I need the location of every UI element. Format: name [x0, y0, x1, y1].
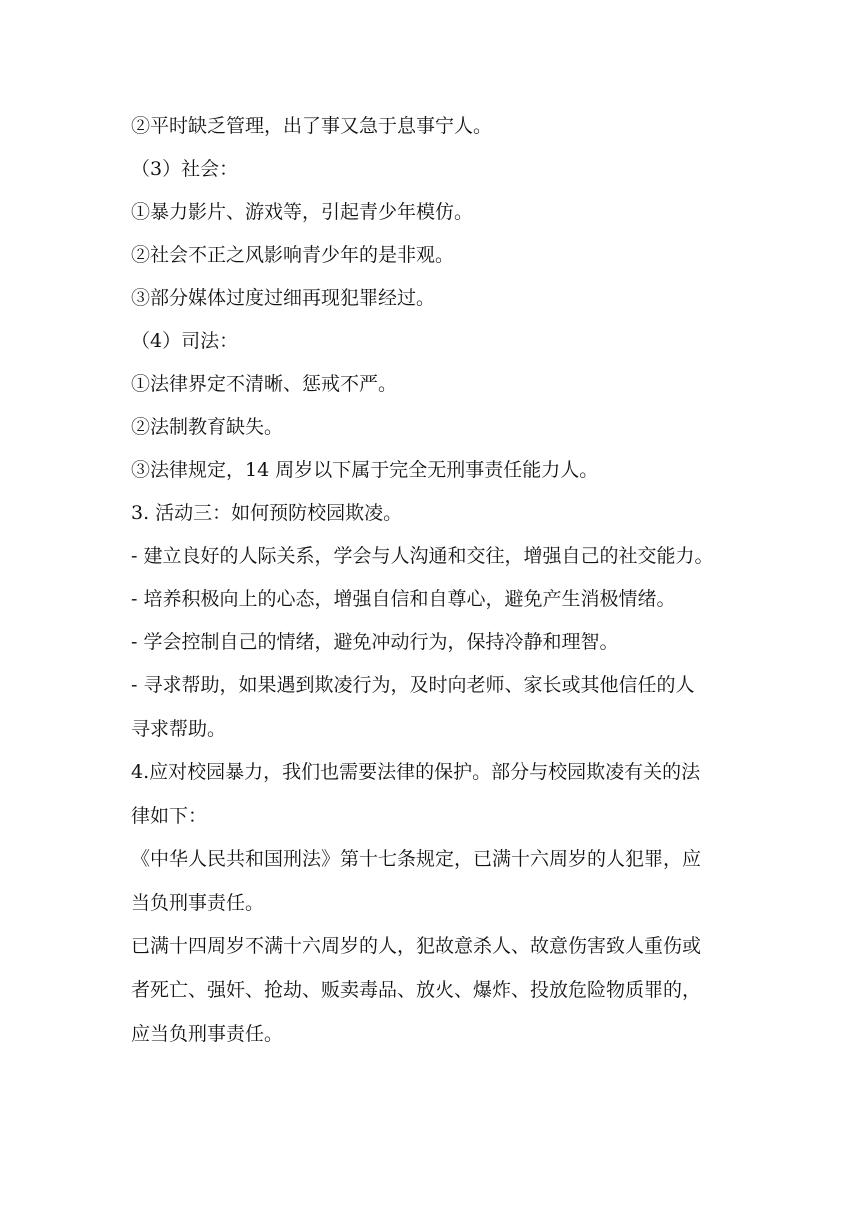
heading-activity-3 — [131, 495, 737, 532]
heading-society — [131, 151, 737, 188]
paragraph-criminal-law-article-17 — [131, 841, 737, 922]
text-line: ③部分媒体过度过细再现犯罪经过。 — [131, 287, 436, 309]
list-item-emotions — [131, 624, 737, 661]
text-line: ①法律界定不清晰、惩戒不严。 — [131, 373, 398, 395]
text-line: 《中华人民共和国刑法》第十七条规定，已满十六周岁的人犯罪，应 — [131, 848, 702, 870]
text-line: ②法制教育缺失。 — [131, 416, 284, 438]
text-line: - 建立良好的人际关系，学会与人沟通和交往，增强自己的社交能力。 — [131, 545, 714, 567]
list-item-attitude — [131, 581, 737, 618]
paragraph-judiciary-item-2 — [131, 409, 737, 446]
text-line: - 学会控制自己的情绪，避免冲动行为，保持冷静和理智。 — [131, 631, 619, 653]
list-item-seek-help — [131, 667, 737, 748]
heading-judiciary — [131, 323, 737, 360]
text-line: 寻求帮助。 — [131, 718, 227, 740]
text-line: （4）司法： — [131, 330, 239, 352]
text-line: ②平时缺乏管理，出了事又急于息事宁人。 — [131, 115, 493, 137]
text-line: ③法律规定，14 周岁以下属于完全无刑事责任能力人。 — [131, 459, 599, 481]
text-line: - 培养积极向上的心态，增强自信和自尊心，避免产生消极情绪。 — [131, 588, 676, 610]
text-line: 应当负刑事责任。 — [131, 1023, 284, 1045]
paragraph-judiciary-item-3 — [131, 452, 737, 489]
paragraph-school-item-2 — [131, 108, 737, 145]
list-item-relationships — [131, 538, 737, 575]
paragraph-law-intro — [131, 754, 737, 835]
paragraph-age-14-16 — [131, 928, 737, 1053]
text-line: （3）社会： — [131, 158, 239, 180]
paragraph-judiciary-item-1 — [131, 366, 737, 403]
text-line: 3. 活动三：如何预防校园欺凌。 — [131, 502, 403, 524]
text-line: 者死亡、强奸、抢劫、贩卖毒品、放火、爆炸、投放危险物质罪的， — [131, 979, 702, 1001]
text-line: 当负刑事责任。 — [131, 892, 265, 914]
text-line: ①暴力影片、游戏等，引起青少年模仿。 — [131, 201, 474, 223]
text-line: 4.应对校园暴力，我们也需要法律的保护。部分与校园欺凌有关的法 — [131, 761, 701, 783]
paragraph-society-item-2 — [131, 237, 737, 274]
paragraph-society-item-1 — [131, 194, 737, 231]
text-line: 已满十四周岁不满十六周岁的人，犯故意杀人、故意伤害致人重伤或 — [131, 935, 702, 957]
text-line: ②社会不正之风影响青少年的是非观。 — [131, 244, 455, 266]
text-line: - 寻求帮助，如果遇到欺凌行为，及时向老师、家长或其他信任的人 — [131, 674, 695, 696]
text-line: 律如下： — [131, 805, 208, 827]
document-body — [131, 108, 737, 1053]
paragraph-society-item-3 — [131, 280, 737, 317]
